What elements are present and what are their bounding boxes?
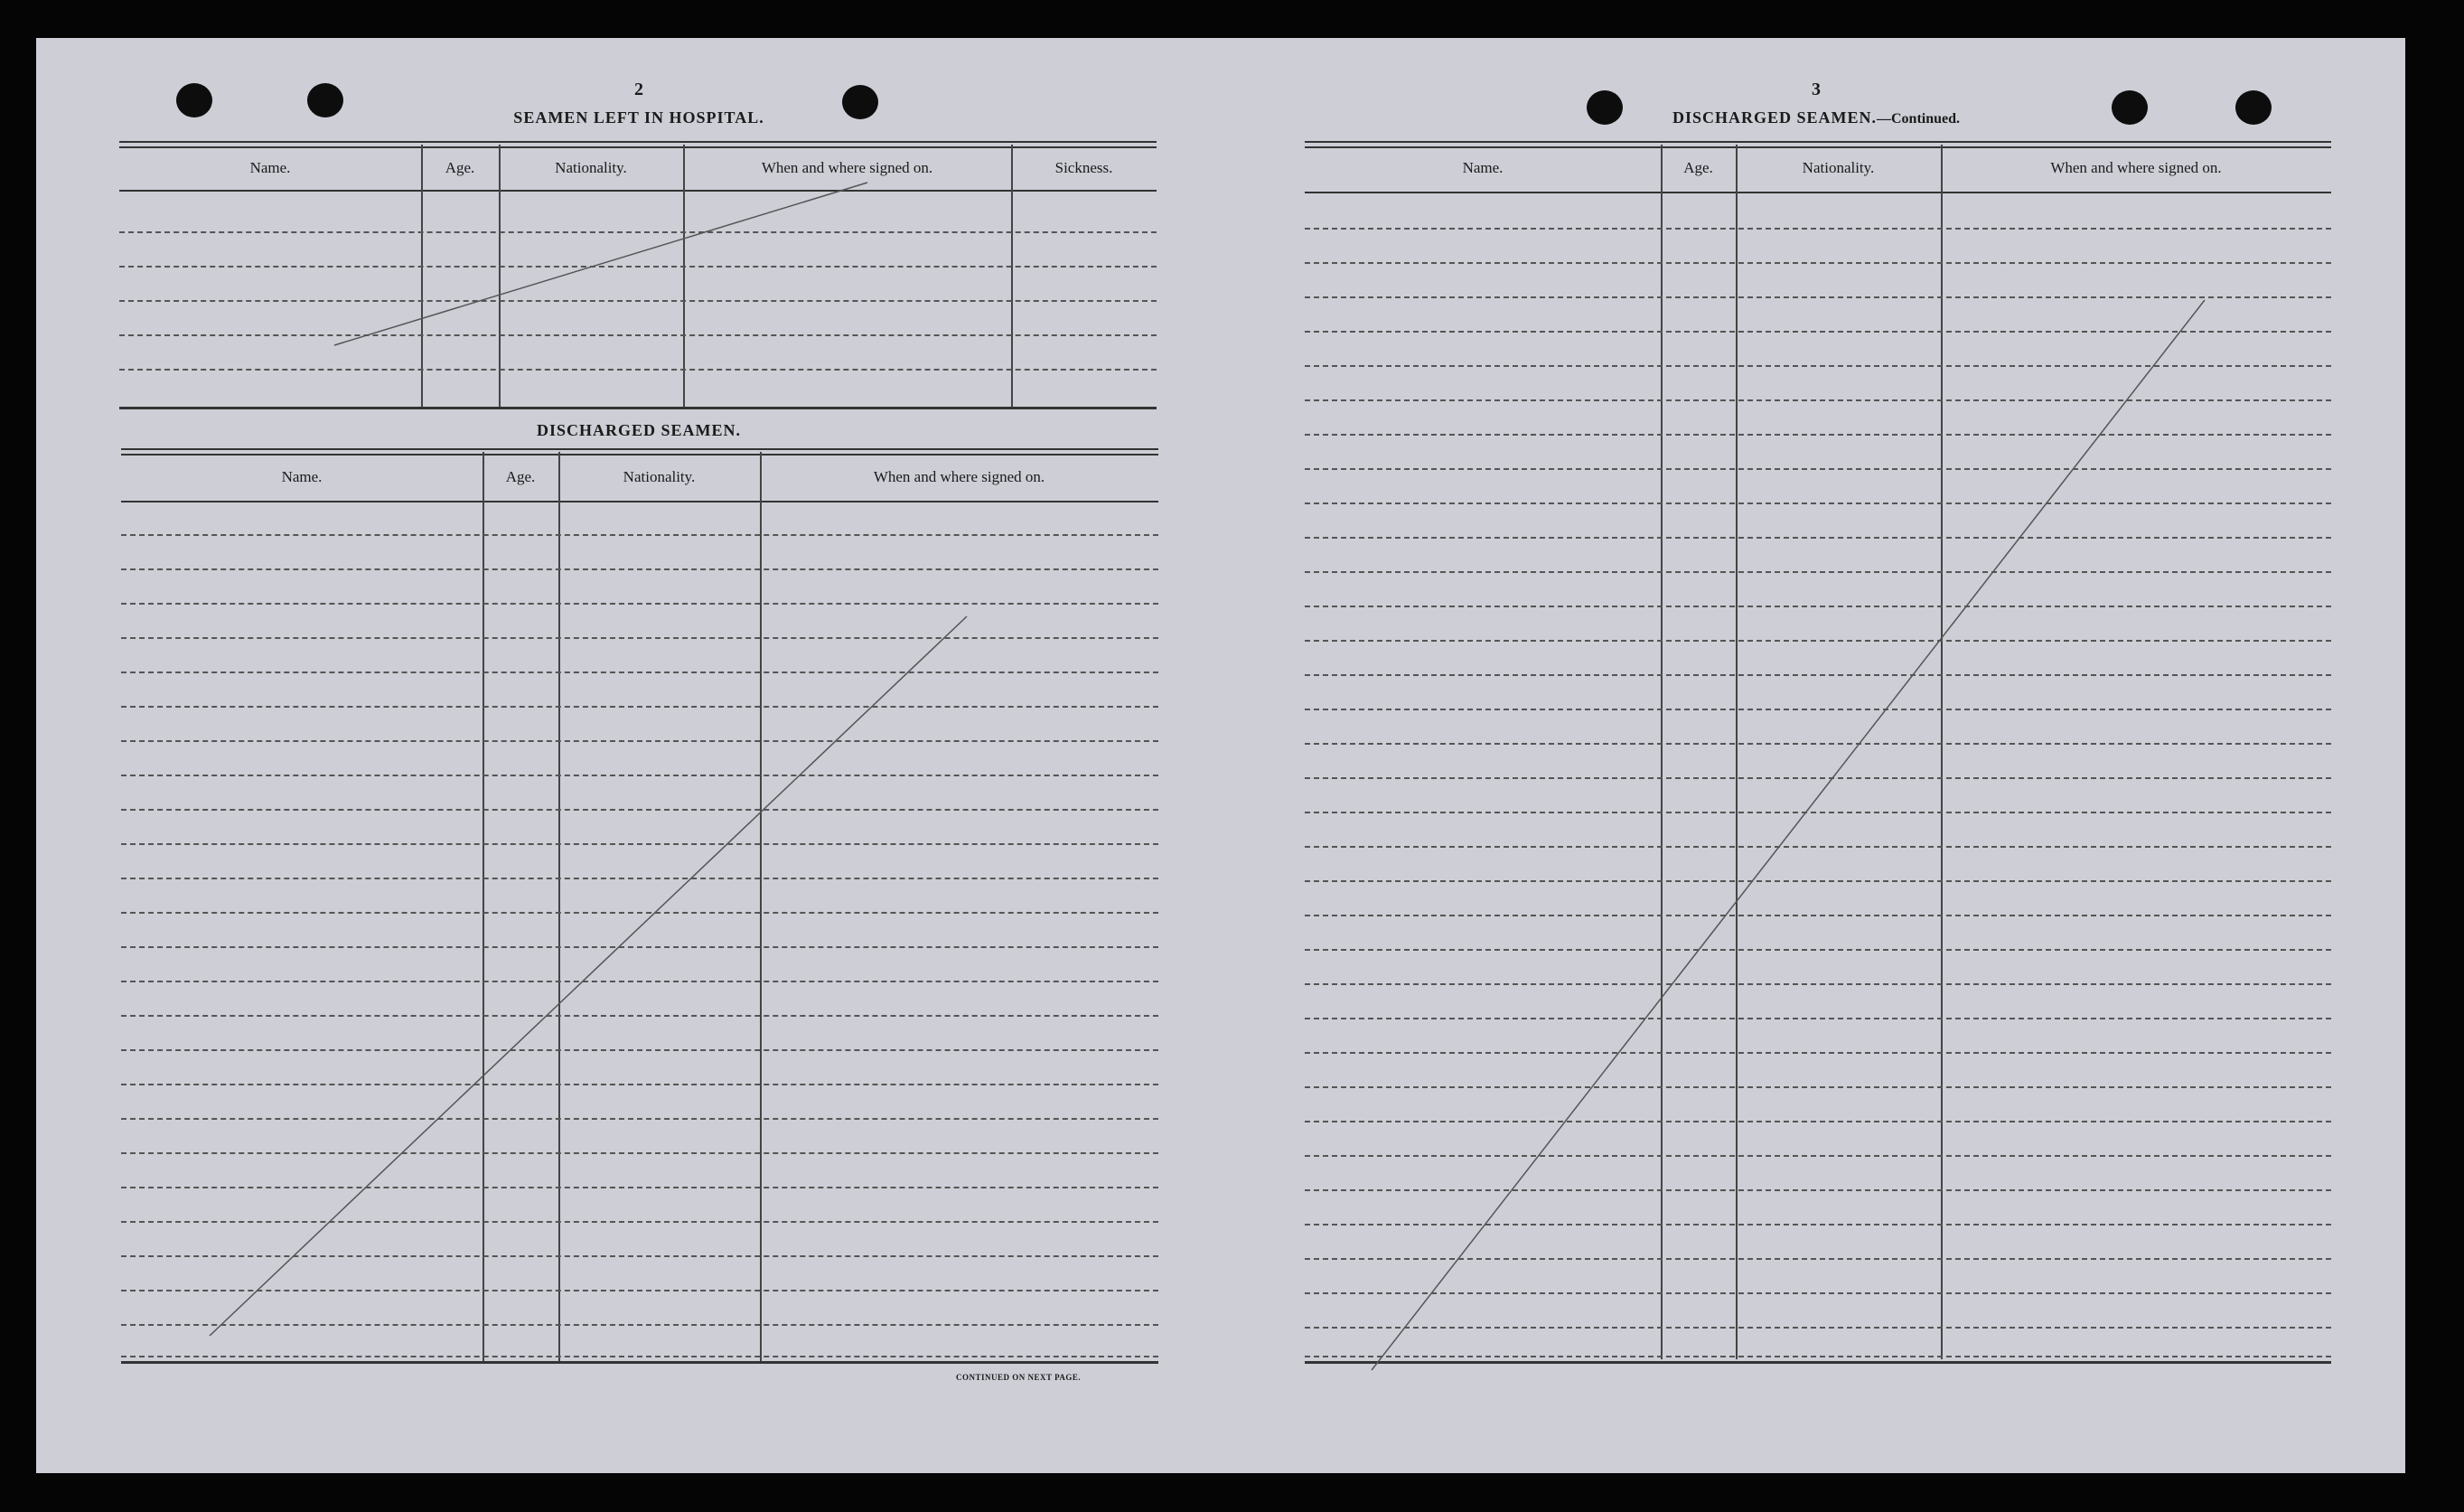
cancel-stroke-hospital bbox=[334, 183, 867, 345]
ledger-paper bbox=[36, 38, 2405, 1473]
right-title-continued: —Continued. bbox=[1877, 111, 1961, 127]
cancel-stroke-right bbox=[1372, 300, 2205, 1370]
col-header-signed-on: When and where signed on. bbox=[761, 159, 933, 176]
col-header-age: Age. bbox=[445, 159, 475, 176]
cancel-stroke-left bbox=[210, 616, 967, 1336]
hospital-section-title: SEAMEN LEFT IN HOSPITAL. bbox=[513, 108, 764, 127]
right-title-text: DISCHARGED SEAMEN. bbox=[1672, 108, 1877, 127]
col-header-age: Age. bbox=[505, 468, 536, 485]
discharged-section-title: DISCHARGED SEAMEN. bbox=[536, 421, 742, 439]
col-header-name: Name. bbox=[1462, 159, 1504, 176]
col-header-signed-on: When and where signed on. bbox=[2050, 159, 2222, 176]
col-header-age: Age. bbox=[1683, 159, 1713, 176]
col-header-nationality: Nationality. bbox=[623, 468, 696, 485]
col-header-signed-on: When and where signed on. bbox=[873, 468, 1045, 485]
cancellation-strokes bbox=[36, 38, 2405, 1473]
col-header-nationality: Nationality. bbox=[1802, 159, 1875, 176]
right-page-number: 3 bbox=[1812, 80, 1821, 99]
col-header-sickness: Sickness. bbox=[1054, 159, 1113, 176]
col-header-nationality: Nationality. bbox=[555, 159, 627, 176]
left-page-number: 2 bbox=[634, 80, 643, 99]
continued-footer: CONTINUED ON NEXT PAGE. bbox=[956, 1373, 1082, 1382]
col-header-name: Name. bbox=[281, 468, 323, 485]
col-header-name: Name. bbox=[249, 159, 291, 176]
